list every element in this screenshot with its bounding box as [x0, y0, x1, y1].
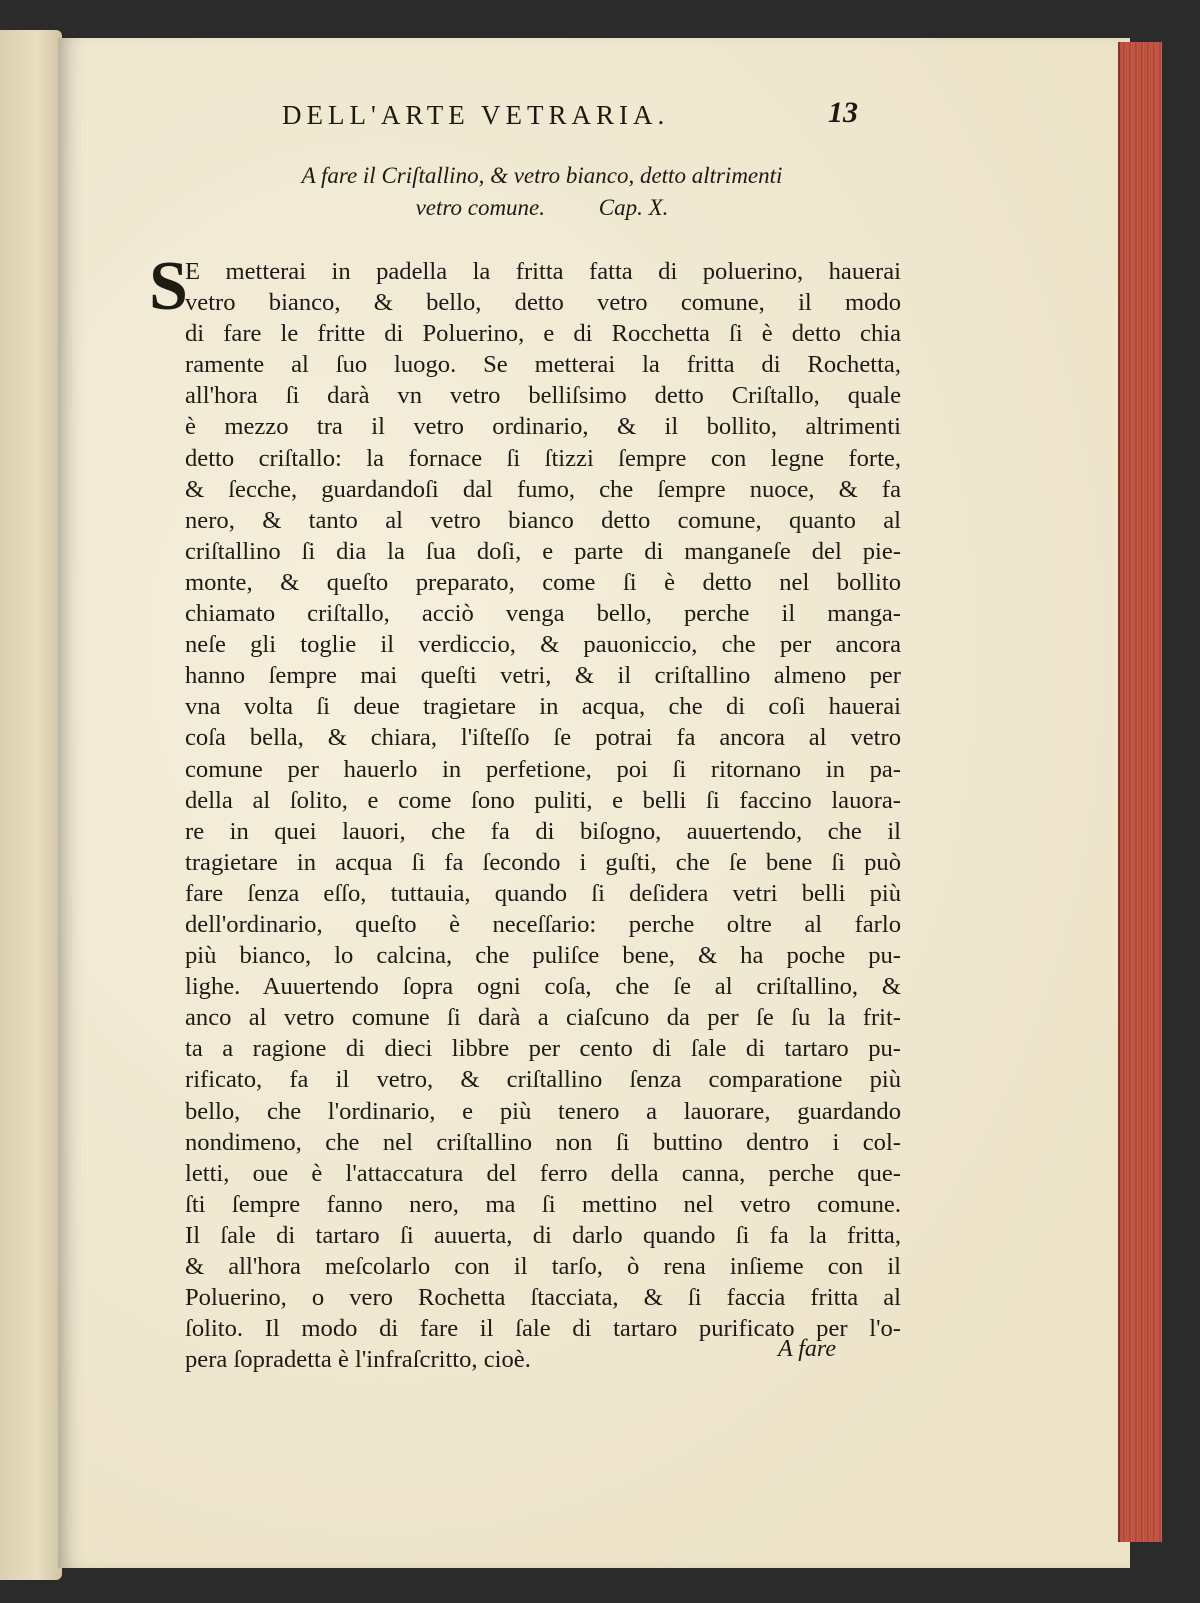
body-line: Il ſale di tartaro ſi auuerta, di darlo quando ſi fa la fritta, [185, 1221, 901, 1249]
body-line: ramente al ſuo luogo. Se metterai la fritta di Rochetta, [185, 351, 901, 379]
body-text [149, 248, 901, 1375]
body-line: ſolito. Il modo di fare il ſale di tartaro purificato per l'o- [185, 1315, 901, 1343]
body-line: neſe gli toglie il verdiccio, & pauoniccio, che per ancora [185, 631, 901, 659]
body-line: ta a ragione di dieci libbre per cento di ſale di tartaro pu- [185, 1035, 901, 1063]
body-line: E metterai in padella la fritta fatta di poluerino, hauerai [185, 258, 901, 285]
heading-line-1: A fare il Criſtallino, & vetro bianco, detto altrimenti [301, 163, 783, 188]
body-line: Poluerino, o vero Rochetta ſtacciata, & ſi faccia fritta al [185, 1284, 901, 1312]
catchword: A fare [778, 1336, 836, 1362]
heading-line-2 [222, 192, 862, 224]
body-line: fare ſenza eſſo, tuttauia, quando ſi deſidera vetri belli più [185, 879, 901, 907]
body-line: ſti ſempre fanno nero, ma ſi mettino nel vetro comune. [185, 1190, 901, 1218]
drop-cap: S [149, 248, 188, 325]
page-block-red-edge [1118, 42, 1162, 1542]
body-line: lighe. Auuertendo ſopra ogni coſa, che ſe al criſtallino, & [185, 973, 901, 1001]
body-line: chiamato criſtallo, acciò venga bello, perche il manga- [185, 600, 901, 628]
page-number: 13 [828, 96, 858, 129]
running-head [232, 96, 942, 140]
running-title: DELL'ARTE VETRARIA. [282, 100, 670, 130]
body-line: hanno ſempre mai queſti vetri, & il criſtallino almeno per [185, 662, 901, 690]
body-line: nondimeno, che nel criſtallino non ſi buttino dentro i col- [185, 1128, 901, 1156]
body-line: dell'ordinario, queſto è neceſſario: perche oltre al farlo [185, 910, 901, 938]
body-line: detto criſtallo: la fornace ſi ſtizzi ſempre con legne forte, [185, 444, 901, 472]
body-line: monte, & queſto preparato, come ſi è detto nel bollito [185, 568, 901, 596]
body-line: letti, oue è l'attaccatura del ferro della canna, perche que- [185, 1159, 901, 1187]
body-line: nero, & tanto al vetro bianco detto comune, quanto al [185, 506, 901, 534]
body-line: vetro bianco, & bello, detto vetro comune, il modo [185, 289, 901, 317]
body-line: di fare le fritte di Poluerino, e di Rocchetta ſi è detto chia [185, 320, 901, 348]
body-line: coſa bella, & chiara, l'iſteſſo ſe potrai fa ancora al vetro [185, 724, 901, 752]
body-line: criſtallino ſi dia la ſua doſi, e parte di manganeſe del pie- [185, 537, 901, 565]
body-line: comune per hauerlo in perfetione, poi ſi ritornano in pa- [185, 755, 901, 783]
chapter-heading [222, 160, 862, 224]
body-line: della al ſolito, e come ſono puliti, e belli ſi faccino lauora- [185, 786, 901, 814]
body-line: anco al vetro comune ſi darà a ciaſcuno da per ſe ſu la frit- [185, 1004, 901, 1032]
heading-line-2-text: vetro comune. [415, 195, 546, 220]
body-line: all'hora ſi darà vn vetro belliſsimo detto Criſtallo, quale [185, 382, 901, 410]
body-line: tragietare in acqua ſi fa ſecondo i guſti, che ſe bene ſi può [185, 848, 901, 876]
body-line: rificato, fa il vetro, & criſtallino ſenza comparatione più [185, 1066, 901, 1094]
body-line: pera ſopradetta è l'infraſcritto, cioè. [185, 1346, 531, 1374]
body-line: vna volta ſi deue tragietare in acqua, che di coſi hauerai [185, 693, 901, 721]
body-line: & ſecche, guardandoſi dal fumo, che ſempre nuoce, & fa [185, 475, 901, 503]
facing-page-edge [0, 30, 62, 1580]
body-line: è mezzo tra il vetro ordinario, & il bollito, altrimenti [185, 413, 901, 441]
body-line: più bianco, lo calcina, che puliſce bene, & ha poche pu- [185, 942, 901, 970]
body-line: bello, che l'ordinario, e più tenero a lauorare, guardando [185, 1097, 901, 1125]
body-line: re in quei lauori, che fa di biſogno, auuertendo, che il [185, 817, 901, 845]
body-line: & all'hora meſcolarlo con il tarſo, ò rena inſieme con il [185, 1253, 901, 1280]
chapter-number: Cap. X. [598, 195, 669, 220]
